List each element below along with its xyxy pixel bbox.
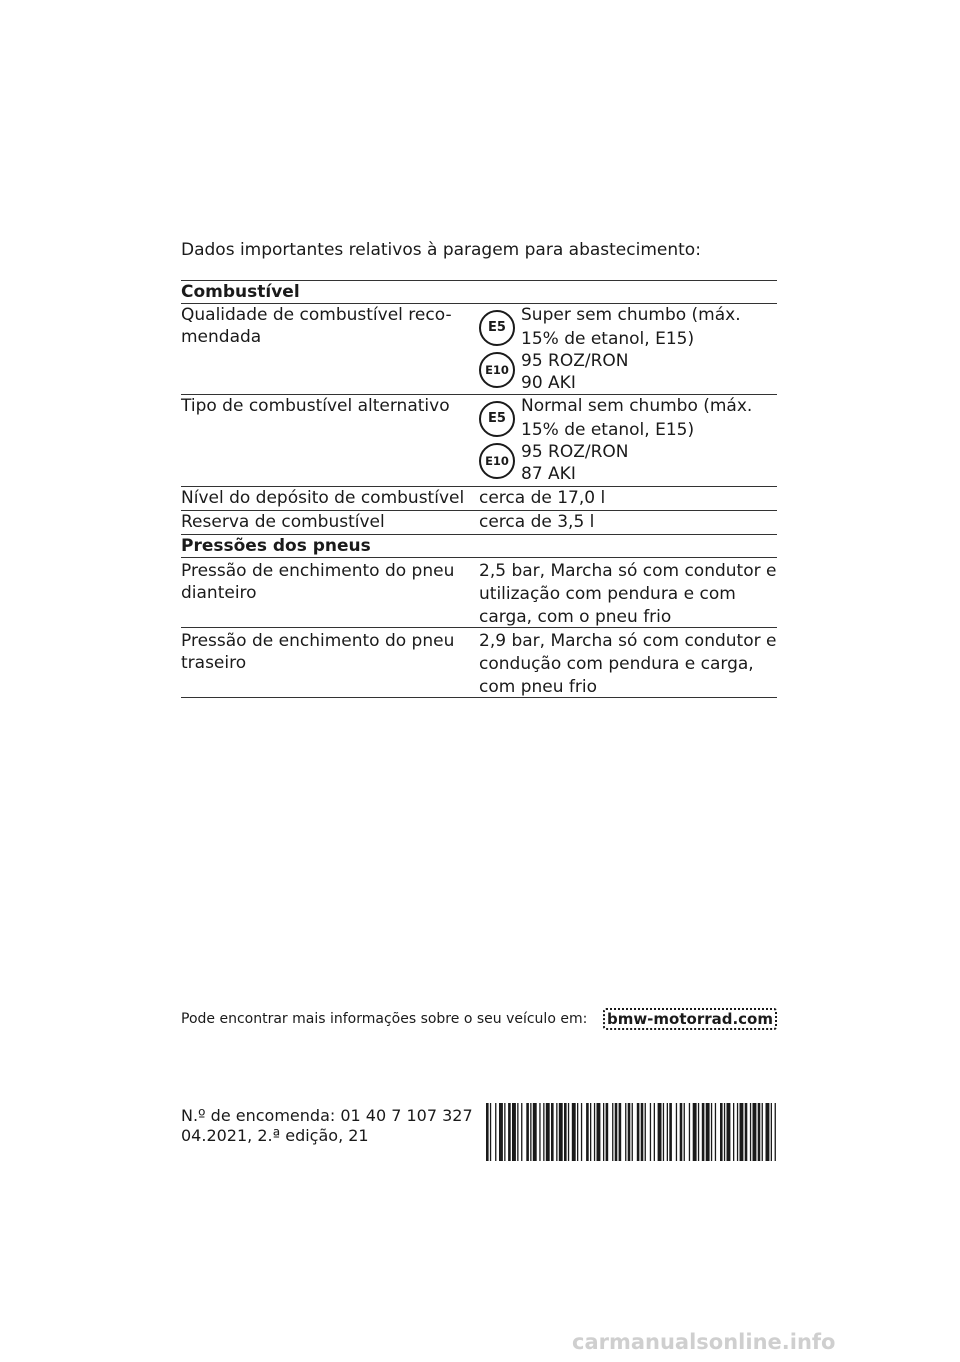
website-link[interactable]: bmw-motorrad.com xyxy=(603,1008,777,1030)
reserve-label: Reserva de combustível xyxy=(181,512,385,532)
barcode-icon xyxy=(486,1103,778,1161)
watermark: carmanualsonline.info xyxy=(572,1330,836,1354)
spec-table xyxy=(181,280,777,698)
recommended-fuel-label: Qualidade de combustível reco-mendada xyxy=(181,305,452,347)
alternative-fuel-row xyxy=(181,394,777,486)
order-number: N.º de encomenda: 01 40 7 107 327 xyxy=(181,1106,473,1125)
tyre-section-heading: Pressões dos pneus xyxy=(181,534,777,557)
footer-info-text: Pode encontrar mais informações sobre o seu veículo em: xyxy=(181,1011,588,1027)
recommended-fuel-line: Super sem chumbo (máx. xyxy=(521,305,741,325)
edition-info: 04.2021, 2.ª edição, 21 xyxy=(181,1126,369,1145)
alternative-fuel-line: Normal sem chumbo (máx. xyxy=(521,396,753,416)
e5-icon: E5 xyxy=(479,310,515,346)
order-info xyxy=(181,1106,473,1146)
recommended-fuel-row xyxy=(181,303,777,394)
tank-level-row xyxy=(181,486,777,510)
recommended-fuel-line: 15% de etanol, E15) xyxy=(521,329,695,349)
footer-info xyxy=(181,1008,777,1030)
recommended-fuel-line: 90 AKI xyxy=(521,373,576,393)
rear-tyre-label: Pressão de enchimento do pneu traseiro xyxy=(181,631,455,673)
e10-icon: E10 xyxy=(479,352,515,388)
alternative-fuel-line: 95 ROZ/RON xyxy=(521,442,629,462)
reserve-row xyxy=(181,510,777,534)
reserve-value: cerca de 3,5 l xyxy=(479,512,595,532)
alternative-fuel-label: Tipo de combustível alternativo xyxy=(181,396,450,416)
tank-level-label: Nível do depósito de combustível xyxy=(181,488,465,508)
tank-level-value: cerca de 17,0 l xyxy=(479,488,606,508)
alternative-fuel-line: 15% de etanol, E15) xyxy=(521,420,695,440)
front-tyre-value: 2,5 bar, Marcha só com condutor e utilização com pendura e com carga, com o pneu frio xyxy=(479,561,777,627)
e5-icon: E5 xyxy=(479,401,515,437)
e10-icon: E10 xyxy=(479,443,515,479)
intro-text: Dados importantes relativos à paragem para abastecimento: xyxy=(181,240,701,260)
front-tyre-row xyxy=(181,557,777,627)
rear-tyre-value: 2,9 bar, Marcha só com condutor e condução com pendura e carga, com pneu frio xyxy=(479,631,777,697)
rear-tyre-row xyxy=(181,627,777,698)
fuel-section-heading: Combustível xyxy=(181,280,777,303)
alternative-fuel-line: 87 AKI xyxy=(521,464,576,484)
recommended-fuel-line: 95 ROZ/RON xyxy=(521,351,629,371)
front-tyre-label: Pressão de enchimento do pneu dianteiro xyxy=(181,561,455,603)
